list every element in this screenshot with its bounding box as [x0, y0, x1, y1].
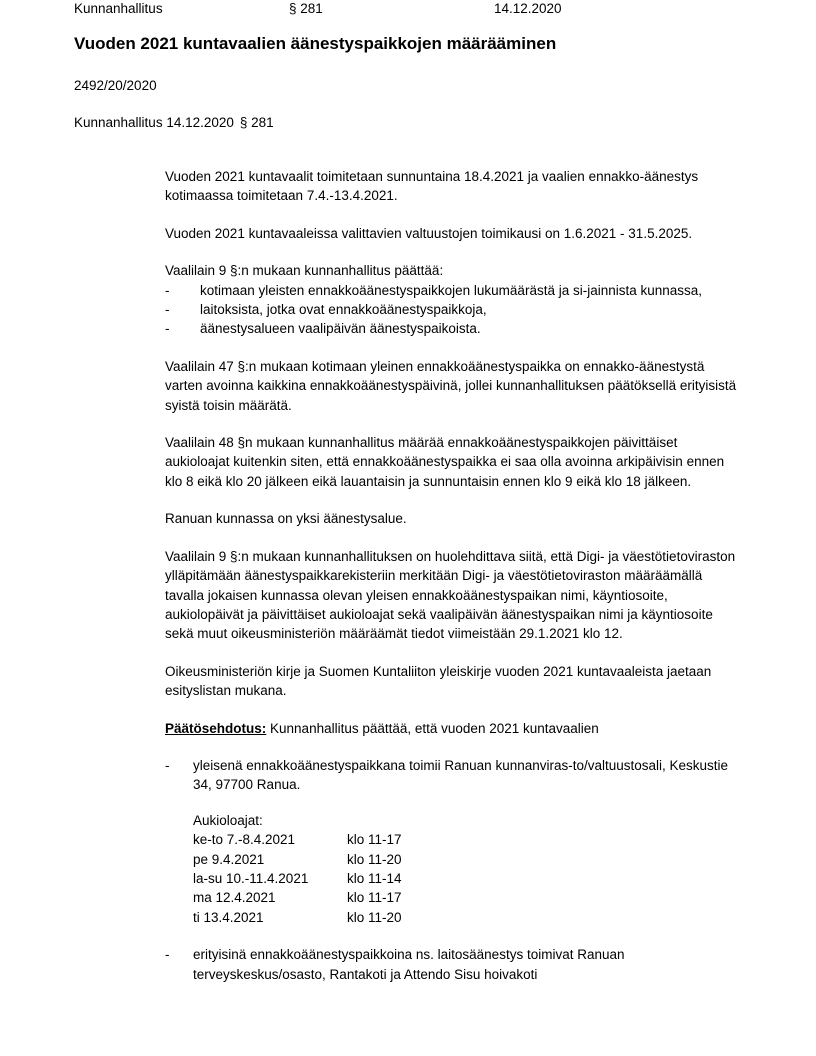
- meeting-organ-date: Kunnanhallitus 14.12.2020: [74, 115, 234, 130]
- hours-time: klo 11-14: [347, 870, 402, 886]
- meeting-section: § 281: [239, 115, 274, 130]
- list-item-label: laitoksista, jotka ovat ennakkoäänestyspaikkoja,: [200, 302, 487, 318]
- paragraph-registry-duty: Vaalilain 9 §:n mukaan kunnanhallituksen on huolehdittava siitä, että Digi- ja väestötietoviraston ylläpitämään äänestyspaikkarekisteriin merkitään Digi- ja väestötietoviraston määräämällä tavalla jokaisen kunnassa olevan yleisen ennakkoäänestyspaikan nimi, käyntiosoite, aukiolopäivät ja päivittäiset aukioloajat sekä vaalipäivän äänestyspaikan nimi ja käyntiosoite sekä muut oikeusministeriön määräämät tiedot viimeistään 29.1.2021 klo 12.: [165, 548, 736, 642]
- opening-hours-title: Aukioloajat:: [193, 812, 263, 828]
- list-item-label: kotimaan yleisten ennakkoäänestyspaikkojen lukumäärästä ja si-jainnista kunnassa,: [200, 282, 703, 298]
- opening-hours-block: [193, 811, 740, 927]
- hours-time: klo 11-20: [347, 851, 402, 867]
- opening-hours-table: [193, 830, 467, 927]
- hours-day: ti 13.4.2021: [193, 909, 264, 925]
- paragraph-single-district: Ranuan kunnassa on yksi äänestysalue.: [165, 511, 407, 527]
- table-row: [193, 850, 467, 869]
- decision-label: Päätösehdotus:: [165, 720, 267, 736]
- meeting-reference: [74, 114, 274, 132]
- paragraph-law48: Vaalilain 48 §n mukaan kunnanhallitus määrää ennakkoäänestyspaikkojen päivittäiset aukioloajat kuitenkin siten, että ennakkoäänestyspaikka ei saa olla avoinna arkipäivisin ennen klo 8 eikä klo 20 jälkeen eikä lauantaisin ja sunnuntaisin ennen klo 9 eikä klo 18 jälkeen.: [165, 435, 725, 489]
- list-item: [165, 319, 740, 338]
- header-organ: Kunnanhallitus: [74, 1, 163, 16]
- paragraph-election-dates: Vuoden 2021 kuntavaalit toimitetaan sunnuntaina 18.4.2021 ja vaalien ennakko-äänestys kotimaassa toimitetaan 7.4.-13.4.2021.: [165, 169, 699, 204]
- hours-day: ma 12.4.2021: [193, 890, 276, 906]
- dash-bullet: -: [165, 947, 170, 963]
- hours-day: la-su 10.-11.4.2021: [193, 870, 309, 886]
- table-row: [193, 908, 467, 927]
- list-item-label: yleisenä ennakkoäänestyspaikkana toimii Ranuan kunnanviras-to/valtuustosali, Keskustie 34, 97700 Ranua.: [193, 757, 729, 793]
- document-body: [165, 167, 740, 1000]
- dash-bullet: -: [165, 757, 170, 773]
- list-item-label: erityisinä ennakkoäänestyspaikkoina ns. laitosäänestys toimivat Ranuan terveyskeskus/osasto, Rantakoti ja Attendo Sisu hoivakoti: [193, 947, 625, 982]
- paragraph-ministry-letters: Oikeusministeriön kirje ja Suomen Kuntaliiton yleiskirje vuoden 2021 kuntavaaleista jaetaan esityslistan mukana.: [165, 663, 712, 699]
- list-item-label: äänestysalueen vaalipäivän äänestyspaikoista.: [200, 321, 481, 337]
- hours-time: klo 11-17: [347, 890, 402, 906]
- list-item: [165, 945, 740, 984]
- decision-item-list-1: [165, 756, 740, 795]
- decision-item-list-2: [165, 945, 740, 984]
- diary-number: 2492/20/2020: [74, 78, 157, 93]
- decision-proposal: [165, 719, 740, 738]
- table-row: [193, 869, 467, 888]
- paragraph-law9-intro: Vaalilain 9 §:n mukaan kunnanhallitus päättää:: [165, 263, 444, 279]
- hours-time: klo 11-20: [347, 909, 402, 925]
- header-date: 14.12.2020: [494, 1, 562, 16]
- page-header: [74, 0, 744, 18]
- law9-decision-list: [165, 281, 740, 339]
- header-section: § 281: [289, 1, 323, 16]
- paragraph-term: Vuoden 2021 kuntavaaleissa valittavien valtuustojen toimikausi on 1.6.2021 - 31.5.2025.: [165, 225, 693, 241]
- hours-time: klo 11-17: [347, 832, 402, 848]
- dash-bullet: -: [165, 302, 170, 318]
- dash-bullet: -: [165, 321, 170, 337]
- hours-day: ke-to 7.-8.4.2021: [193, 832, 296, 848]
- dash-bullet: -: [165, 282, 170, 298]
- hours-day: pe 9.4.2021: [193, 851, 265, 867]
- page-title: Vuoden 2021 kuntavaalien äänestyspaikkojen määrääminen: [74, 34, 557, 53]
- list-item: [165, 756, 740, 795]
- paragraph-law47: Vaalilain 47 §:n mukaan kotimaan yleinen ennakkoäänestyspaikka on ennakko-äänestystä varten avoinna kaikkina ennakkoäänestyspäivinä, jollei kunnanhallituksen päätöksellä erityisistä syistä toisin määrätä.: [165, 358, 737, 413]
- list-item: [165, 281, 740, 300]
- table-row: [193, 830, 467, 849]
- decision-text: Kunnanhallitus päättää, että vuoden 2021 kuntavaalien: [270, 720, 599, 736]
- table-row: [193, 888, 467, 907]
- list-item: [165, 300, 740, 319]
